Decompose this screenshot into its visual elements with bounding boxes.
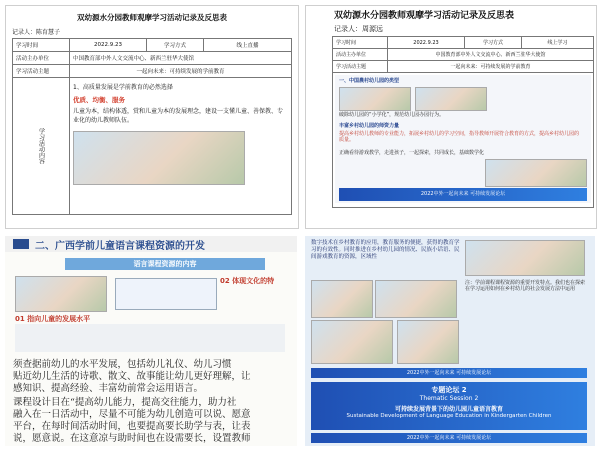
slide-heading: 一、中国農村幼儿园的类型 (339, 78, 400, 84)
slide-text-1: 破除幼儿园的“小学化”，规范幼儿园办园行为。 (339, 112, 445, 118)
session-title: 可持续发展背景下的幼儿园儿童语言教育 (394, 406, 503, 413)
handwriting-line-6: 平台，在每时间活动时间，也要提高要长助学与表，让表 (13, 421, 251, 432)
label-topic: 学习活动主题 (13, 65, 70, 78)
study-date: 2022.9.23 (388, 37, 465, 49)
slide-bullets (15, 324, 285, 352)
content-line-2: 儿童为本，结构体透，赏和儿童为本的发展理念，建设一支懂儿童、善保教、专业化的幼儿教师队伍。 (73, 108, 284, 124)
form-table (332, 36, 594, 208)
study-date: 2022.9.23 (70, 39, 147, 52)
slide-heading-2: 丰富乡村幼儿园的师资力量 (339, 123, 400, 129)
slide-text-2: 提高乡村幼儿教师的专业能力，拓展乡村幼儿的学习空间，指导教师开展符合教育的方式，提高乡村幼儿园的质量。 (339, 131, 580, 143)
organizer: 中国教育部中外人文交流中心、新西兰驻华大使馆 (70, 52, 292, 65)
handwriting-line-7: 说，愿意说。在这意凉与助时间也在设需要长，设置教师 (13, 433, 251, 444)
forum-banner-bottom: 2022中外一起向未来 可持续发展论坛 (311, 433, 587, 443)
slide-subtitle: 语言课程资源的内容 (65, 258, 265, 270)
label-time: 学习时间 (333, 37, 388, 49)
content-line-1: 1、高质量发展是学前教育的必然选择 (73, 84, 173, 91)
slide-collage (335, 75, 591, 203)
form-title: 双幼源水分园教师观摩学习活动记录及反思表 (77, 13, 227, 22)
content-cell (70, 78, 292, 215)
slide-title: 二、广西学前儿童语言课程资源的开发 (35, 241, 205, 252)
study-mode: 线上直播 (204, 39, 292, 52)
handwriting-line-1: 须查据前幼儿的水平发展，包括幼儿礼仪、幼儿习惯 (13, 359, 232, 370)
slide-collage-right (305, 236, 595, 446)
slide-photo-handwriting (5, 236, 297, 446)
forum-banner: 2022中外一起向未来 可持续发展论坛 (339, 188, 587, 201)
slide-header (5, 236, 297, 252)
collage-photo-4 (311, 320, 393, 364)
slide-photo (15, 276, 107, 312)
collage-text-top: 数字技术在乡村教育的应用，教育服务的便捷，获得的教育学习的有效性。同时推进在乡村幼儿园的情况、民族小话语、民间游戏教育的资源，区域性 (311, 240, 460, 260)
title-marker (13, 239, 29, 249)
slide-textbox (115, 278, 217, 310)
screenshot-image (73, 131, 245, 185)
organizer: 中国教育部中外人文交流中心、新西兰驻华大使馆 (388, 49, 594, 61)
collage-photo-2 (311, 280, 373, 318)
collage-caption: 注：学前课程课程资源的重要开发特点。我们也在探索在学习运用如何在乡村幼儿的社会发展方法中运用 (465, 280, 586, 292)
handwriting-line-3: 感知识、提高经验、丰富幼前常会运用语言。 (13, 383, 204, 394)
label-org: 活动主办单位 (333, 49, 388, 61)
session-title-en: Sustainable Development of Language Education in Kindergarten Children (346, 413, 552, 419)
label-mode: 学习方式 (465, 37, 522, 49)
form-table (12, 38, 292, 215)
side-label: 学习活动内容 (13, 78, 70, 215)
content-keywords: 优质、均衡、服务 (73, 96, 125, 104)
box-right-heading: 02 体现文化的特 (220, 277, 275, 285)
content-cell (333, 73, 594, 208)
slide-photo-1 (339, 87, 411, 111)
session-en: Thematic Session 2 (419, 395, 479, 402)
label-time: 学习时间 (13, 39, 70, 52)
handwriting-line-5: 融入在一日活动中，尽量不可能为幼儿创造可以说、愿意 (13, 409, 251, 420)
forum-banner-mid: 2022中外一起向未来 可持续发展论坛 (311, 368, 587, 378)
handwriting-line-2: 贴近幼儿生活的诗歌、散文、故事能让幼儿更好理解，让 (13, 371, 251, 382)
slide-photo-3 (485, 159, 587, 187)
record-form-left (5, 5, 299, 229)
slide-photo-2 (415, 87, 487, 111)
label-org: 活动主办单位 (13, 52, 70, 65)
collage-photo-1 (465, 240, 585, 276)
record-form-right (305, 5, 597, 229)
collage-photo-3 (375, 280, 457, 318)
session-card (311, 382, 587, 430)
box-left-heading: 01 指向儿童的发展水平 (15, 315, 91, 323)
label-mode: 学习方式 (147, 39, 204, 52)
handwriting-line-4: 课程设计目在“提高幼儿能力，提高交往能力，助力社 (13, 397, 237, 408)
study-mode: 线上学习 (522, 37, 594, 49)
topic: 一起向未来：可持续发展的学前教育 (70, 65, 292, 78)
session-cn: 专题论坛 2 (431, 386, 467, 394)
topic: 一起向未来：可持续发展的学前教育 (388, 61, 594, 73)
slide-text-3: 正确看待游戏教学，走进孩子，一起探索，共同成长，基础数学化 (339, 150, 485, 156)
recorder-name: 记录人：陈育慧子 (12, 29, 61, 36)
form-title: 双幼源水分园教师观摩学习活动记录及反思表 (334, 11, 515, 21)
recorder-name: 记录人：周源远 (334, 25, 383, 33)
label-topic: 学习活动主题 (333, 61, 388, 73)
collage-photo-5 (397, 320, 459, 364)
